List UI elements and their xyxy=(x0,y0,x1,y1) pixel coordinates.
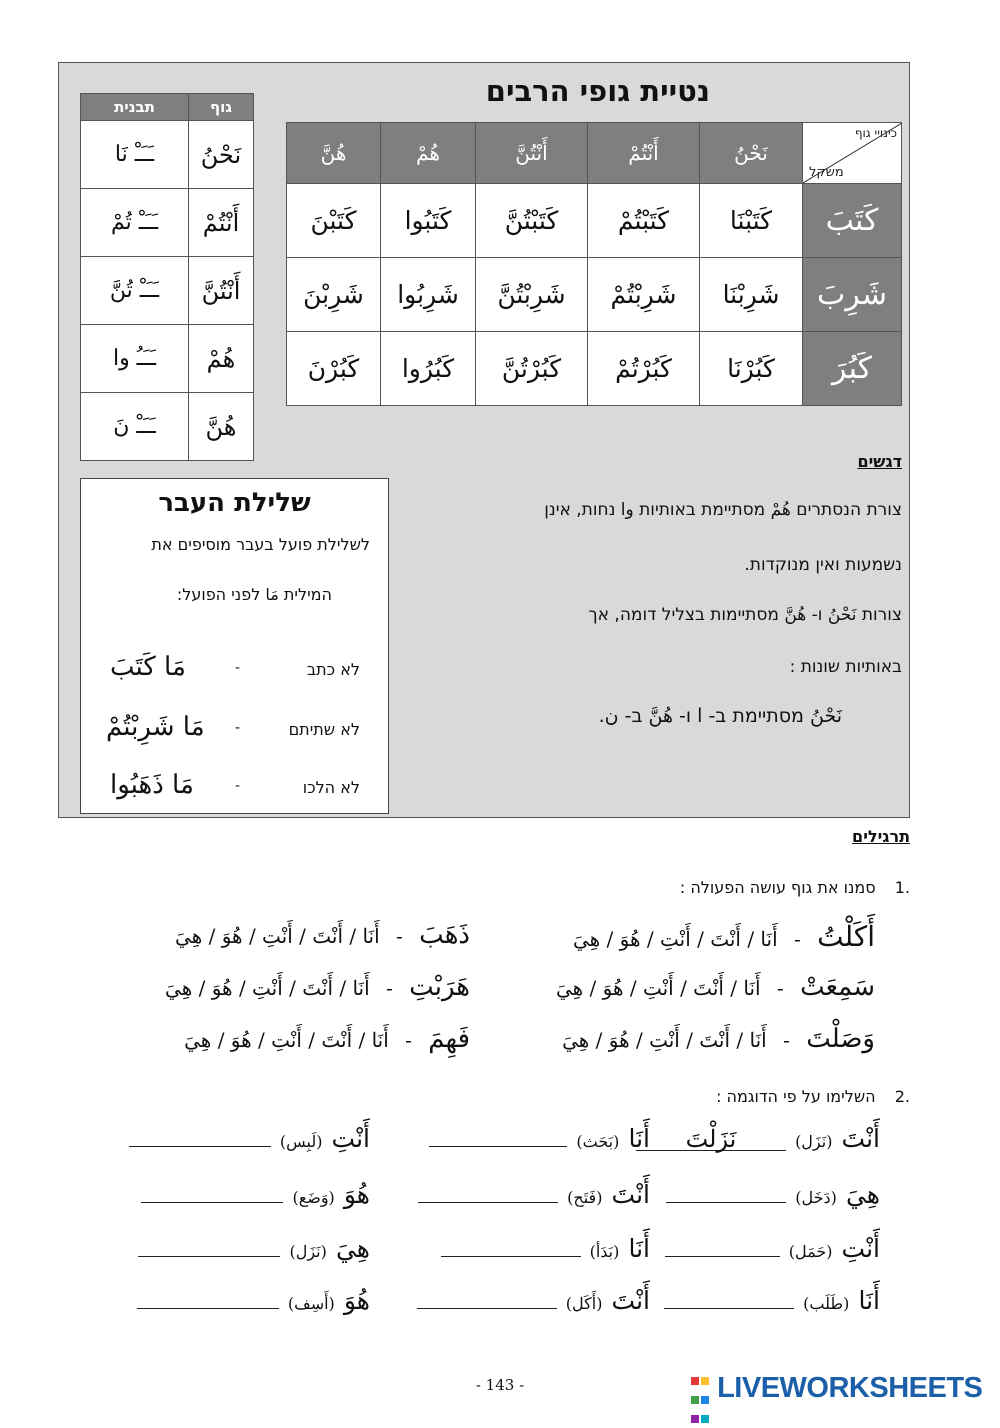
ex1-options[interactable]: أَنَا / أَنْتَ / أَنْتِ / هُوَ / هِيَ xyxy=(175,924,380,948)
pattern-row xyxy=(81,121,254,189)
emphasis-heading: דגשים xyxy=(857,452,902,471)
ex2-answer-input[interactable] xyxy=(138,1236,280,1257)
pattern-row xyxy=(81,393,254,461)
ex2-pronoun: أَنْتَ xyxy=(841,1124,880,1153)
ex1-options[interactable]: أَنَا / أَنْتَ / أَنْتِ / هُوَ / هِيَ xyxy=(572,927,778,951)
ex1-verb: ذَهَبَ xyxy=(419,920,470,950)
ex2-pronoun: أَنَا xyxy=(628,1124,650,1153)
ex2-pronoun: أَنْتَ xyxy=(611,1286,650,1315)
emphasis-line-1: צורת הנסתרים هُمْ מסתיימת באותיות وا נחות, אינן xyxy=(544,500,902,520)
pronoun-header: أَنْتُنَّ xyxy=(476,123,588,184)
pattern-person: هُمْ xyxy=(189,325,254,393)
verb-form: شَرِبْنَا xyxy=(700,258,803,332)
base-verb: كَتَبَ xyxy=(803,184,902,258)
ex1-item[interactable] xyxy=(515,1024,875,1064)
negation-hebrew: לא כתב xyxy=(306,660,360,679)
ex1-options[interactable]: أَنَا / أَنْتَ / أَنْتِ / هُوَ / هِيَ xyxy=(562,1028,767,1052)
ex2-item xyxy=(350,1234,650,1278)
verb-form: كَتَبْتُمْ xyxy=(588,184,700,258)
emphasis-line-3: צורות نَحْنُ ו- هُنَّ מסתיימות בצליל דומה, אך xyxy=(588,605,902,625)
verb-form: شَرِبْتُمْ xyxy=(588,258,700,332)
ex1-item[interactable] xyxy=(515,972,875,1012)
ex2-pronoun: أَنْتَ xyxy=(611,1180,650,1209)
ex1-item[interactable] xyxy=(515,920,875,960)
brand-logo-icon xyxy=(690,1371,712,1401)
ex2-answer-input[interactable] xyxy=(441,1236,581,1257)
ex2-answer-input[interactable] xyxy=(429,1126,567,1147)
conjugation-row xyxy=(287,332,902,406)
ex2-pronoun: هِيَ xyxy=(845,1180,880,1209)
exercises-heading: תרגילים xyxy=(852,827,910,846)
ex2-root: (بَحَث) xyxy=(576,1132,620,1151)
exercise-2-number: .2 xyxy=(894,1087,910,1106)
emphasis-line-5: نَحْنُ מסתיימת ב- ا ו- هُنَّ ב- ن. xyxy=(598,705,842,727)
pattern-form: ـَـَـْ نَا xyxy=(81,121,189,189)
ex2-pronoun: أَنْتِ xyxy=(331,1124,370,1153)
ex2-pronoun: هِيَ xyxy=(335,1234,370,1263)
ex1-options[interactable]: أَنَا / أَنْتَ / أَنْتِ / هُوَ / هِيَ xyxy=(184,1028,389,1052)
ex1-verb: وَصَلْتَ xyxy=(806,1024,875,1054)
conjugation-row xyxy=(287,184,902,258)
ex2-root: (بَدَأ) xyxy=(589,1242,620,1261)
ex1-dash: - xyxy=(776,976,784,1000)
ex2-pronoun: أَنَا xyxy=(628,1234,650,1263)
ex1-dash: - xyxy=(405,1028,412,1052)
pattern-header-pattern: תבנית xyxy=(81,94,189,121)
negation-dash: - xyxy=(234,660,240,676)
corner-label-top: כינויי גוף xyxy=(854,126,897,140)
base-verb: كَبُرَ xyxy=(803,332,902,406)
negation-example xyxy=(100,770,370,810)
ex2-root: (لَبِس) xyxy=(279,1132,323,1151)
verb-form: كَتَبْنَ xyxy=(287,184,381,258)
pattern-row xyxy=(81,257,254,325)
negation-example xyxy=(100,652,370,692)
ex1-dash: - xyxy=(794,927,801,951)
pattern-table xyxy=(80,93,254,461)
negation-title: שלילת העבר xyxy=(158,488,311,518)
conjugation-table xyxy=(286,122,902,406)
pattern-form: ـَـَـْ تُنَّ xyxy=(81,257,189,325)
ex2-answer-input[interactable] xyxy=(664,1288,794,1309)
verb-form: كَبُرْنَ xyxy=(287,332,381,406)
pattern-form: ـَـَـْ تُمْ xyxy=(81,189,189,257)
ex1-item[interactable] xyxy=(110,920,470,960)
ex2-example-answer: نَزَلْتَ xyxy=(685,1125,737,1153)
ex1-dash: - xyxy=(386,976,393,1000)
verb-form: شَرِبُوا xyxy=(381,258,476,332)
negation-arabic: مَا ذَهَبُوا xyxy=(110,770,194,800)
verb-form: شَرِبْتُنَّ xyxy=(476,258,588,332)
ex2-pronoun: هُوَ xyxy=(343,1180,370,1209)
ex2-root: (دَخَل) xyxy=(795,1188,837,1207)
pronoun-header: نَحْنُ xyxy=(700,123,803,184)
base-verb: شَرِبَ xyxy=(803,258,902,332)
ex2-answer-input[interactable] xyxy=(665,1236,780,1257)
table-corner-cell xyxy=(803,123,902,184)
ex2-root: (نَزَل) xyxy=(289,1242,327,1261)
emphasis-line-2: נשמעות ואין מנוקדות. xyxy=(744,555,902,575)
verb-form: كَبُرُوا xyxy=(381,332,476,406)
exercise-1-instruction xyxy=(560,878,910,897)
negation-line-2: המילית مَا לפני הפועל: xyxy=(176,585,332,604)
pronoun-header: أَنْتُمْ xyxy=(588,123,700,184)
brand-logo xyxy=(690,1372,995,1408)
ex1-item[interactable] xyxy=(110,1024,470,1064)
ex1-verb: سَمِعَتْ xyxy=(800,972,875,1002)
ex1-options[interactable]: أَنَا / أَنْتَ / أَنْتِ / هُوَ / هِيَ xyxy=(165,976,370,1000)
ex2-root: (وَضَع) xyxy=(292,1188,335,1207)
negation-dash: - xyxy=(234,720,240,736)
ex1-verb: فَهِمَ xyxy=(428,1024,470,1054)
brand-name: LIVEWORKSHEETS xyxy=(717,1372,983,1404)
page-number: - 143 - xyxy=(475,1376,525,1394)
pattern-person: نَحْنُ xyxy=(189,121,254,189)
ex2-root: (حَمَل) xyxy=(788,1242,833,1261)
ex2-root: (نَزَل) xyxy=(795,1132,833,1151)
ex2-answer-input[interactable] xyxy=(137,1288,279,1309)
pattern-form: ـَـَـْ نَ xyxy=(81,393,189,461)
corner-label-bottom: משקל xyxy=(809,165,844,180)
ex1-dash: - xyxy=(396,924,403,948)
ex1-verb: أَكَلْتُ xyxy=(817,920,875,953)
ex2-item xyxy=(80,1124,370,1168)
ex2-item xyxy=(70,1286,370,1330)
exercise-2-text: השלימו על פי הדוגמה : xyxy=(716,1087,876,1106)
emphasis-line-4: באותיות שונות : xyxy=(789,657,902,677)
negation-arabic: مَا كَتَبَ xyxy=(110,652,186,682)
negation-hebrew: לא שתיתם xyxy=(288,720,360,739)
negation-example xyxy=(100,712,370,752)
pattern-header-person: גוף xyxy=(189,94,254,121)
ex1-verb: هَرَبْتِ xyxy=(409,972,470,1002)
pattern-person: أَنْتُنَّ xyxy=(189,257,254,325)
ex2-pronoun: أَنَا xyxy=(858,1286,880,1315)
ex1-item[interactable] xyxy=(110,972,470,1012)
ex2-answer-input[interactable] xyxy=(417,1288,557,1309)
pattern-person: أَنْتُمْ xyxy=(189,189,254,257)
pronoun-header: هُمْ xyxy=(381,123,476,184)
ex2-item xyxy=(360,1124,650,1168)
verb-form: شَرِبْنَ xyxy=(287,258,381,332)
ex2-pronoun: هُوَ xyxy=(343,1286,370,1315)
conjugation-row xyxy=(287,258,902,332)
exercise-1-number: .1 xyxy=(894,878,910,897)
verb-form: كَتَبُوا xyxy=(381,184,476,258)
ex1-dash: - xyxy=(783,1028,790,1052)
pattern-row xyxy=(81,189,254,257)
ex2-answer-input[interactable] xyxy=(129,1126,271,1147)
pattern-row xyxy=(81,325,254,393)
verb-form: كَبُرْتُنَّ xyxy=(476,332,588,406)
ex2-item xyxy=(80,1180,370,1224)
pattern-person: هُنَّ xyxy=(189,393,254,461)
ex2-root: (فَتَح) xyxy=(567,1188,603,1207)
ex2-item xyxy=(350,1286,650,1330)
exercise-2-instruction xyxy=(560,1087,910,1106)
negation-arabic: مَا شَرِبْتُمْ xyxy=(106,712,205,742)
negation-line-1: לשלילת פועל בעבר מוסיפים את xyxy=(151,535,370,554)
negation-dash: - xyxy=(234,778,240,794)
exercise-1-text: סמנו את גוף עושה הפעולה : xyxy=(679,878,876,897)
ex2-item xyxy=(80,1234,370,1278)
ex2-pronoun: أَنْتِ xyxy=(841,1234,880,1263)
negation-hebrew: לא הלכו xyxy=(302,778,360,797)
ex2-root: (أَكَل) xyxy=(565,1294,603,1313)
ex2-root: (طَلَب) xyxy=(803,1294,850,1313)
ex2-item xyxy=(350,1180,650,1224)
ex2-answer-input[interactable] xyxy=(418,1182,558,1203)
verb-form: كَتَبْتُنَّ xyxy=(476,184,588,258)
pronoun-header: هُنَّ xyxy=(287,123,381,184)
ex2-answer-input[interactable] xyxy=(141,1182,283,1203)
pattern-form: ـَـَـُ وا xyxy=(81,325,189,393)
verb-form: كَبُرْتُمْ xyxy=(588,332,700,406)
page-title: נטיית גופי הרבים xyxy=(485,74,710,108)
ex1-options[interactable]: أَنَا / أَنْتَ / أَنْتِ / هُوَ / هِيَ xyxy=(555,976,761,1000)
negation-box xyxy=(80,478,389,814)
verb-form: كَتَبْنَا xyxy=(700,184,803,258)
verb-form: كَبُرْنَا xyxy=(700,332,803,406)
ex2-root: (أَسِف) xyxy=(287,1294,335,1313)
ex2-answer-input[interactable] xyxy=(666,1182,786,1203)
